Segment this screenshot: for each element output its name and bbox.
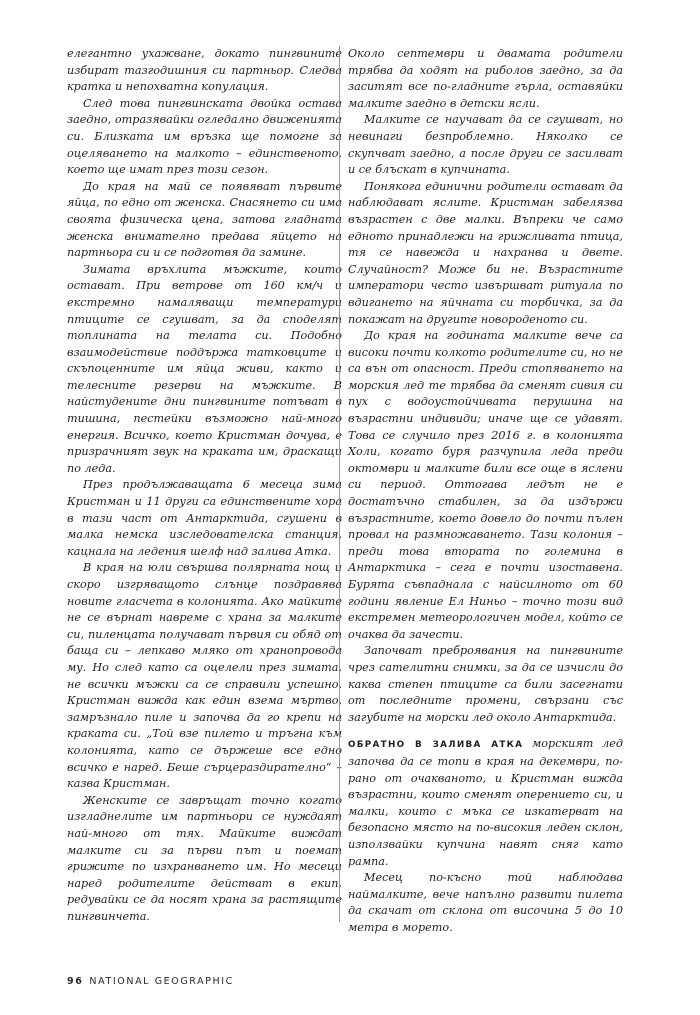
paragraph: Около септември и двамата родители трябва да ходят на риболов заедно, за да заситят все по-гладните гърла, оставяйки малките заедно в детски ясли. bbox=[348, 47, 623, 110]
paragraph: До края на май се появяват първите яйца, по едно от женска. Снасянето си има своята физическа цена, затова гладната женска внимателно предава яйцето на партньора си и се подготвя да замине. bbox=[67, 179, 342, 260]
paragraph: елегантно ухажване, докато пингвините избират тазгодишния си партньор. Следва кратка и непохватна копулация. bbox=[67, 47, 342, 94]
section-kicker: ОБРАТНО В ЗАЛИВА АТКА bbox=[348, 740, 524, 751]
page-number: 96 bbox=[67, 976, 84, 987]
page-footer bbox=[67, 976, 234, 987]
section-kicker-text: морският лед започва да се топи в края на декември, по-рано от очакваното, и Кристман вижда възрастни, които сменят оперението си, и малки, които с мъка се изкатерват на безопасно място на по-високия леден склон, използвайки купчина навят сняг като рампа. bbox=[348, 737, 623, 868]
right-text-column bbox=[348, 46, 623, 936]
paragraph: Понякога единични родители остават да наблюдават яслите. Кристман забелязва възрастен с две малки. Въпреки че само едното принадлежи на грижливата птица, тя се навежда и нахранва и двете. Случайност? Може би не. Възрастните императори често извършват ритуала по вдигането на яйчната си торбичка, за да покажат на другите новороденото си. bbox=[348, 179, 623, 326]
paragraph: След това пингвинската двойка остава заедно, отразявайки огледално движенията си. Близката им връзка ще помогне за оцеляването на малкото – единственото, което ще имат през този сезон. bbox=[67, 96, 342, 177]
magazine-name: NATIONAL GEOGRAPHIC bbox=[89, 976, 234, 987]
section-paragraph bbox=[348, 736, 623, 870]
paragraph: Малките се научават да се сгушват, но невинаги безпроблемно. Няколко се скупчват заедно, а после други се засилват и се блъскат в купчината. bbox=[348, 113, 623, 177]
left-text-column bbox=[67, 46, 342, 925]
paragraph: Зимата връхлита мъжките, които остават. При ветрове от 160 км/ч и екстремно намаляващи температури птиците се сгушват, за да споделят топлината на телата си. Подобно взаимодействие поддържа татковците и скъпоценните им яйца живи, както и телесните резерви на мъжките. В найстудените дни пингвините потъват в тишина, пестейки възможно най-много енергия. Всичко, което Кристман дочува, е призрачният звук на краката им, драскащи по леда. bbox=[67, 262, 342, 475]
paragraph: Женските се завръщат точно когато изгладнелите им партньори се нуждаят най-много от тях. Майките виждат малките си за първи път и поемат грижите по изхранването им. Но месеци наред родителите действат в екип, редувайки се да носят храна за растящите пингвинчета. bbox=[67, 793, 342, 923]
paragraph: Започват преброявания на пингвините чрез сателитни снимки, за да се изчисли до каква степен птиците са били засегнати от последните промени, свързани със загубите на морски лед около Антарктида. bbox=[348, 644, 623, 724]
paragraph: Месец по-късно той наблюдава наймалките, вече напълно развити пилета да скачат от склона от височина 5 до 10 метра в морето. bbox=[348, 871, 623, 934]
paragraph: В края на юли свършва полярната нощ и скоро изгряващото слънце поздравява новите гласчета в колонията. Ако майките не се върнат навреме с храна за малките си, пиленцата получават първия си обяд от баща си – лепкаво мляко от хранопровода му. Но след като са оцелели през зимата, не всички мъжки са се справили успешно. Кристман вижда как един взема мъртво, замръзнало пиле и започва да го крепи на краката си. „Той взе пилето и тръгна към колонията, като се държеше все едно всичко е наред. Беше сърцераздирателно“ – казва Кристман. bbox=[67, 561, 342, 791]
paragraph: До края на годината малките вече са високи почти колкото родителите си, но не са вън от опасност. Преди стопяването на морския лед те трябва да сменят сивия си пух с водоустойчивата перушина на възрастни индивиди; иначе ще се удавят. Това се случило през 2016 г. в колонията Холи, когато буря разчупила леда преди октомври и малките били все още в яслени си период. Оттогава ледът не е достатъчно стабилен, за да издържи възрастните, което довело до почти пълен провал на размножаването. Тази колония – преди това втората по големина в Антарктика – сега е почти изоставена. Бурята съвпаднала с найсилното от 60 години явление Ел Ниньо – точно този вид екстремен метеорологичен модел, който се очаква да зачести. bbox=[348, 329, 623, 641]
paragraph: През продължаващата 6 месеца зима Кристман и 11 други са единствените хора в тази част от Антарктида, сгушени в малка немска изследователска станция, кацнала на ледения шелф над залива Атка. bbox=[67, 478, 342, 558]
column-divider bbox=[339, 46, 340, 922]
